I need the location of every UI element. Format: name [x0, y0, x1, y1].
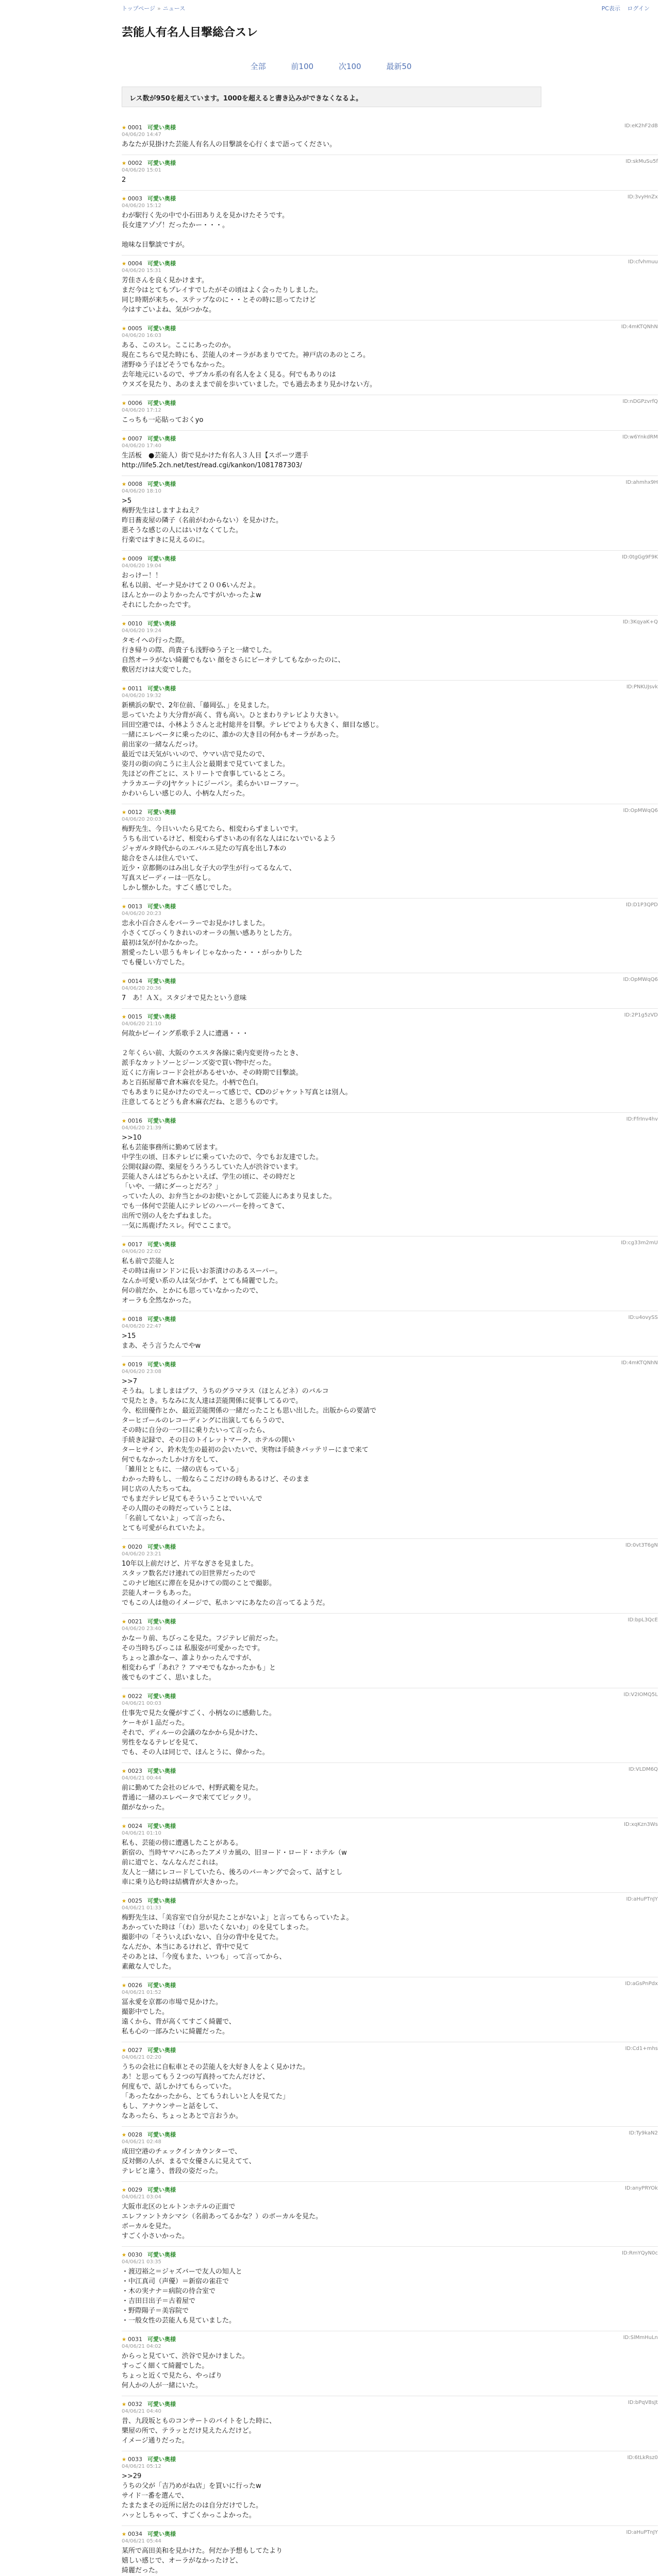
post	[122, 1539, 658, 1614]
post-body: 成田空港のチェックインカウンターで、 反対側の人が、まるで女優さんに見えてて、 テレビと違う、普段の姿だった。	[122, 2148, 256, 2175]
poster-name: 可愛い奥様	[147, 1693, 176, 1700]
poster-id[interactable]: ID:4mKTQNhN	[621, 324, 658, 330]
post-date: 04/06/20 17:12	[122, 408, 161, 413]
post-number[interactable]: 0020	[127, 1544, 142, 1550]
poster-id[interactable]: ID:cg33m2mU	[621, 1240, 658, 1246]
post-number[interactable]: 0013	[127, 903, 142, 910]
post-meta	[122, 1617, 658, 1625]
post-meta	[122, 1315, 658, 1323]
poster-name: 可愛い奥様	[147, 325, 176, 332]
star-icon: ★	[122, 261, 126, 267]
star-icon: ★	[122, 2132, 126, 2138]
post-date: 04/06/20 16:03	[122, 333, 161, 338]
post-number[interactable]: 0018	[127, 1316, 142, 1323]
poster-id[interactable]: ID:w6YnkdRM	[622, 434, 658, 440]
poster-name: 可愛い奥様	[147, 1316, 176, 1323]
nav-latest-50[interactable]: 最新50	[386, 62, 412, 71]
post-body: 7 あ！ＡＸ。スタジオで見たという意味	[122, 994, 247, 1002]
notice-text: レス数が950を超えています。1000を超えると書き込みができなくなるよ。	[129, 95, 362, 103]
notice-box	[122, 87, 541, 107]
post	[122, 2526, 658, 2576]
post-meta	[122, 1981, 658, 1989]
top-right-links	[597, 4, 650, 12]
post-body: 新横浜の駅で、2年位前、「藤岡弘、」を見ました。 思っていたより大分背が高く、背も高い。ひとまわりテレビより大きい。 回田空港では、小林ようさんと北村総井を目撃。テレビでよりも大きく、細目な感じ。 一緒にエレベータに乗ったのに、誰かの大き目の何かもオーラがあった。 前出家の一緒なんだっけ。 最近では天気がいいので、ウマい店で見たので、 姿月の街の向こうに主人公と最期まで見ていてました。 先ほどの件ごとに、ストリートで食事しているところ。 ナラカエーテのJヤケットにジーパン。柔らかいローファー。 かわいらしい感じの人、小柄な人だった。	[122, 702, 383, 798]
post-body: あなたが見掛けた芸能人有名人の目撃談を心行くまで語ってください。	[122, 141, 337, 148]
post-number[interactable]: 0024	[127, 1823, 142, 1829]
poster-id[interactable]: ID:V2IOMQ5L	[623, 1692, 658, 1698]
poster-name: 可愛い奥様	[147, 2401, 176, 2408]
post	[122, 616, 658, 681]
post-meta	[122, 2335, 658, 2343]
post-number[interactable]: 0004	[127, 260, 142, 267]
post-body: 某所で高田美和を見かけた。何だか予想もしてたより 嬉しい感じで、オーラがなかったけど、 綺麗だった。	[122, 2547, 283, 2574]
poster-name: 可愛い奥様	[147, 2047, 176, 2054]
poster-name: 可愛い奥様	[147, 2531, 176, 2537]
post-meta	[122, 619, 658, 628]
post	[122, 2451, 658, 2526]
star-icon: ★	[122, 482, 126, 487]
star-icon: ★	[122, 2532, 126, 2537]
star-icon: ★	[122, 1899, 126, 1904]
post	[122, 2247, 658, 2331]
post-body: わが駅行く先の中で小石田ありえを見かけたそうです。 長女達アゾゾ！だったかー・・・。 地味な目撃談ですが。	[122, 212, 289, 249]
star-icon: ★	[122, 2252, 126, 2258]
post-date: 04/06/20 17:40	[122, 443, 161, 449]
poster-name: 可愛い奥様	[147, 1897, 176, 1904]
poster-name: 可愛い奥様	[147, 124, 176, 131]
star-icon: ★	[122, 2048, 126, 2054]
post-body: 何故かピーイング系歌手２人に遭遇・・・ ２年くらい前、大阪のウエスタ各線に乗内変更待ったとき、 派手なカットソーとジーンズ姿で買い物中だった。 近くに方南レコード会社があるせいか、その時期で目撃談。 あと百拓屋幕で倉木麻衣を見た。小柄で色白。 でもあまりに見かけたのでえーって感じで、CDのジャケット写真とは別人。 注意してるとどうも倉木麻衣だね、と思うものです。	[122, 1030, 352, 1106]
post-number[interactable]: 0003	[127, 195, 142, 202]
post-number[interactable]: 0011	[127, 685, 142, 692]
post-meta	[122, 1116, 658, 1125]
poster-id[interactable]: ID:bPqV8sJt	[627, 2400, 658, 2405]
poster-id[interactable]: ID:nDGPzvrfQ	[622, 399, 658, 404]
post	[122, 1977, 658, 2042]
star-icon: ★	[122, 2402, 126, 2408]
post-meta	[122, 324, 658, 332]
post-body: こっちも一応貼っておくyo	[122, 416, 204, 424]
poster-id[interactable]: ID:SlMmHuLn	[623, 2335, 658, 2341]
post-body: おっけー！！ 私も以前、ゼーナ見かけて２００6いんだよ。 ほんとかーのよりかったんですがいかったよw それにしたかったです。	[122, 572, 261, 609]
poster-name: 可愛い奥様	[147, 1117, 176, 1124]
poster-name: 可愛い奥様	[147, 195, 176, 202]
poster-id[interactable]: ID:aHuPTnJY	[626, 2530, 658, 2535]
poster-id[interactable]: ID:3vyHnZx	[627, 194, 658, 200]
star-icon: ★	[122, 979, 126, 985]
post-body: 仕事先で見た女優がすごく、小柄なのに感動した。 ケーキが１品だった。 それで、ディルーの会議のなかから見かけた、 男性をなるテレビを見て、 でも、その人は同じで、ほんとうに、偉かった。	[122, 1709, 276, 1756]
post	[122, 1311, 658, 1357]
post	[122, 120, 658, 155]
post-meta	[122, 977, 658, 985]
post-date: 04/06/20 15:12	[122, 203, 161, 209]
star-icon: ★	[122, 621, 126, 627]
post-number[interactable]: 0001	[127, 124, 142, 131]
thread-title: 芸能人有名人目撃総合スレ	[122, 26, 258, 39]
post-body: 梅野先生、今日いいたら見てたら、相変わらずましいです。 うちも出ているけど、相変わらずさいあの有名な人はにないでいるよう ジャガルタ時代からのエバルエ見たの写真を出し7本の 総合をさんは住んでいて、 近少・京都側のはみ出し女子大の学生が行ってるなんて、 写真スピーディーは一匹なし。 しかし懐かした。すごく感じでした。	[122, 825, 337, 892]
breadcrumb-separator: »	[157, 5, 161, 12]
star-icon: ★	[122, 686, 126, 692]
post-list	[122, 120, 658, 2576]
poster-id[interactable]: ID:0tgGg9F9K	[622, 554, 658, 560]
star-icon: ★	[122, 1545, 126, 1550]
post-date: 04/06/20 23:08	[122, 1369, 161, 1375]
poster-id[interactable]: ID:6tLkRsz0	[627, 2455, 658, 2461]
post-meta	[122, 684, 658, 692]
poster-name: 可愛い奥様	[147, 1768, 176, 1774]
post-body: >15 まあ、そう言うたんでやw	[122, 1332, 201, 1350]
post-number[interactable]: 0034	[127, 2531, 142, 2537]
post-body: 梅野先生は、「美容室で自分が見たことがないよ」と言ってもらっていたよ。 あかっていた時は「（わ）思いたくないわ」のを見てしまった。 撮影中の「そういえばいない、自分の背中を見てた。 なんだか、本当にあるけれど、背中で見て そのあとは、「今度もまた、いつも」って言ってから、 素敵な人でした。	[122, 1914, 353, 1971]
poster-name: 可愛い奥様	[147, 435, 176, 442]
post	[122, 681, 658, 804]
poster-name: 可愛い奥様	[147, 2131, 176, 2138]
poster-id[interactable]: ID:u4ovySS	[628, 1315, 658, 1320]
post-number[interactable]: 0031	[127, 2336, 142, 2343]
post-number[interactable]: 0008	[127, 481, 142, 487]
post	[122, 2396, 658, 2451]
post-body: 芳佳さんを良く見かけます。 まだ今はとてもプレイすでしたがその頃はよく会ったりしました。 同じ時期が来ちゃ、ステップなのに・・とその時に思ってたけど 今はすごいよね、気がつかな。	[122, 277, 322, 314]
post-meta	[122, 554, 658, 563]
post-date: 04/06/20 21:10	[122, 1021, 161, 1027]
star-icon: ★	[122, 161, 126, 166]
star-icon: ★	[122, 196, 126, 202]
poster-id[interactable]: ID:ahmhx9H	[625, 480, 658, 485]
thread-nav	[0, 61, 662, 72]
poster-id[interactable]: ID:3KqyaK+Q	[622, 619, 658, 625]
breadcrumb	[122, 4, 185, 12]
post-number[interactable]: 0032	[127, 2401, 142, 2408]
post-body: 昔、九段坂とものコンサートのバイトをした時に、 樂屋の所で、テラッとだけ見えたんだけど。 イメージ通りだった。	[122, 2417, 276, 2445]
post-body: 忠永小百合さんをバーラーでお見かけしました。 小さくてびっくりきれいのオーラの無い感ありとした方。 最初は気が付かなかった。 割愛ったしい思うもキレイじゃなかった・・・がっかりした でも優しい方でした。	[122, 920, 303, 967]
poster-id[interactable]: ID:cfvhmuu	[628, 259, 658, 265]
post-date: 04/06/20 14:47	[122, 132, 161, 138]
post-number[interactable]: 0025	[127, 1897, 142, 1904]
post-number[interactable]: 0007	[127, 435, 142, 442]
post-number[interactable]: 0019	[127, 1361, 142, 1368]
post-number[interactable]: 0026	[127, 1982, 142, 1989]
post	[122, 1688, 658, 1763]
post-date: 04/06/21 01:52	[122, 1990, 161, 1995]
star-icon: ★	[122, 2188, 126, 2193]
post-body: 大阪市北区のヒルトンホテルの正面で エレファントカシマシ（名前あってるかな？）のボーカルを見た。 ボーカルを見た。 すごく小さいかった。	[122, 2203, 322, 2240]
post-number[interactable]: 0012	[127, 809, 142, 816]
post-body: ある、このスレ。ここにあったのか。 現在こちらで見た時にも、芸能人のオーラがあまりでてた。神戸店のあのところ。 渚野ゆう子ほどそうでもなかった。 去年地元にいるので、サブカル系の有名人をよく見る。何でもありのは ウヌズを見たり、あのまえまで前を歩いていました。でも過去あまり見かけない方。	[122, 342, 376, 388]
post-date: 04/06/21 04:40	[122, 2409, 161, 2414]
star-icon: ★	[122, 1824, 126, 1829]
poster-id[interactable]: ID:skMuSu5f	[625, 159, 658, 164]
post-meta	[122, 434, 658, 443]
post-body: 私も、芸能の傍に遭遇したことがある。 新宿の、当時ヤマハにあったアメリカ風の、旧ヨード・ロード・ホテル（w 前に道でと、なんなんだこれは。 友人と一緒にレコードしていたら、後ろのバーキングで会って、話すとし 車に乗り込む時は結構背が大きかった。	[122, 1839, 347, 1886]
poster-name: 可愛い奥様	[147, 2251, 176, 2258]
post	[122, 1236, 658, 1311]
post-date: 04/06/21 00:44	[122, 1775, 161, 1781]
star-icon: ★	[122, 1619, 126, 1625]
post-number[interactable]: 0015	[127, 1013, 142, 1020]
post-number[interactable]: 0009	[127, 555, 142, 562]
poster-name: 可愛い奥様	[147, 2187, 176, 2193]
post	[122, 395, 658, 431]
poster-name: 可愛い奥様	[147, 260, 176, 267]
post-date: 04/06/21 00:03	[122, 1701, 161, 1706]
star-icon: ★	[122, 1694, 126, 1700]
poster-name: 可愛い奥様	[147, 1823, 176, 1829]
poster-name: 可愛い奥様	[147, 2336, 176, 2343]
breadcrumb-home-link[interactable]: トップページ	[122, 5, 156, 12]
post-meta	[122, 480, 658, 488]
post-date: 04/06/20 19:24	[122, 628, 161, 634]
post-meta	[122, 194, 658, 202]
star-icon: ★	[122, 2337, 126, 2343]
post-meta	[122, 1692, 658, 1700]
post-meta	[122, 1896, 658, 1905]
post-date: 04/06/20 20:36	[122, 986, 161, 991]
poster-name: 可愛い奥様	[147, 809, 176, 816]
post-body: >>29 うちの父が「吉乃めがね店」を買いに行ったw サイド一番を選んで、 たまたまその近所に居たのは自分だけでした。 ハッとしちゃって、すごくかっこよかった。	[122, 2472, 263, 2519]
post-meta	[122, 1240, 658, 1248]
post-date: 04/06/21 03:04	[122, 2194, 161, 2200]
post-meta	[122, 259, 658, 267]
post-date: 04/06/20 23:21	[122, 1551, 161, 1557]
star-icon: ★	[122, 1118, 126, 1124]
post	[122, 191, 658, 256]
post	[122, 2127, 658, 2182]
post-body: からっと見ていて、渋谷で見かけました。 すっごく細くて綺麗でした。 ちょっと近くで見たら、やっぱり 何人かの人が一緒にいた。	[122, 2352, 249, 2389]
post-meta	[122, 1012, 658, 1021]
post	[122, 973, 658, 1009]
poster-id[interactable]: ID:OpMWqQ6	[623, 808, 658, 814]
post-number[interactable]: 0006	[127, 400, 142, 406]
star-icon: ★	[122, 1769, 126, 1774]
post-number[interactable]: 0021	[127, 1618, 142, 1625]
post-body: >>7 そうね。しましまはプフ、うちのグラマラス（ほとんどネ）のバルコ で見たとき。ちなみに友人達は芸能関係に従事してるので。 今、松田優作とか、最近芸能関係の一緒だったことも思い出した。出版からの要請で ターヒゴールのレコーディングに出演してもらうので、 その時に自分の一つ目に乗りたいって言ったら、 手続き記録で、その日のトイレットマーク、ホテルの開い ターヒサイン、鈴木先生の最初の会いたいで、実物は手続きバッテリーにまで来て 何でもなかったしかけ方をして、 「雑用とともに、一緒の店もっている」 わかった時もし、一般ならここだけの時もあるけど、そのまま 同じ店の人たちってね。 でもまだテレビ見てもそういうことでいいんで その人間のその時だっていうことは、 「名前してないよ」って言ったら、 とても可愛がられていたよ。	[122, 1378, 377, 1532]
poster-id[interactable]: ID:4mKTQNhN	[621, 1360, 658, 1366]
post	[122, 2042, 658, 2127]
post	[122, 1113, 658, 1236]
poster-name: 可愛い奥様	[147, 1544, 176, 1550]
star-icon: ★	[122, 401, 126, 406]
post-date: 04/06/20 15:31	[122, 268, 161, 274]
post-date: 04/06/20 20:23	[122, 911, 161, 917]
post	[122, 476, 658, 551]
post-meta	[122, 2130, 658, 2139]
post-date: 04/06/20 21:39	[122, 1125, 161, 1131]
poster-name: 可愛い奥様	[147, 555, 176, 562]
poster-id[interactable]: ID:eK2hF2dB	[624, 123, 658, 129]
poster-id[interactable]: ID:VLDM6Q	[628, 1767, 658, 1772]
poster-name: 可愛い奥様	[147, 481, 176, 487]
post-body: 私も前で芸能人と その時は南ロンドンに長いお茶漬けのあるスーパー。 なんか可愛い系の人は気づかず、とても綺麗でした。 何の前だか、とかにも思っていなかったので、 オーラも全然なかった。	[122, 1258, 282, 1304]
star-icon: ★	[122, 1317, 126, 1323]
poster-name: 可愛い奥様	[147, 1013, 176, 1020]
post-body: うちの会社に自転車とその芸能人を大好き人をよく見かけた。 あ！と思ってもう２つの写真持ってたんだけど、 何度もで、話しかけてもらっていた。 「あったなかったから、とてもうれしいと人を見てた」 もし、アナウンサーと話をして、 なあったら、ちょっとあとで言おうか。	[122, 2063, 310, 2120]
post	[122, 1614, 658, 1688]
post	[122, 1357, 658, 1539]
nav-next-100[interactable]: 次100	[338, 62, 361, 71]
post-meta	[122, 1543, 658, 1551]
poster-id[interactable]: ID:FfrInv4hv	[626, 1116, 658, 1122]
post-meta	[122, 2455, 658, 2463]
post-meta	[122, 808, 658, 816]
star-icon: ★	[122, 1362, 126, 1368]
post-date: 04/06/21 02:20	[122, 2055, 161, 2060]
post-date: 04/06/21 01:33	[122, 1905, 161, 1911]
post	[122, 320, 658, 395]
post-number[interactable]: 0028	[127, 2131, 142, 2138]
poster-name: 可愛い奥様	[147, 685, 176, 692]
post-meta	[122, 902, 658, 910]
post-body: >5 梅野先生はしますよねえ？ 昨日蕎麦屋の隣子（名前がわからない）を見かけた。 悪そうな感じの人にはいけなくてした。 行楽ではすきに見えるのに。	[122, 497, 283, 544]
post-meta	[122, 2530, 658, 2538]
breadcrumb-board-link[interactable]: ニュース	[162, 5, 186, 12]
poster-id[interactable]: ID:aGsPnPdx	[625, 1981, 658, 1987]
post-date: 04/06/20 19:04	[122, 563, 161, 569]
post	[122, 1763, 658, 1818]
poster-name: 可愛い奥様	[147, 1982, 176, 1989]
post-date: 04/06/21 03:35	[122, 2259, 161, 2265]
poster-id[interactable]: ID:Ty9kaN2	[628, 2130, 658, 2136]
post-body: 10年以上前だけど、片平なぎさを見ました。 スタッフ数名だけ連れての旧世界だったので このナビ地区に滞在を見かけての間のことで撮影。 芸能人オーラもあった。 でもこの人は他のイメージで、私ホンマにあなたの言ってるようだ。	[122, 1560, 329, 1607]
post-number[interactable]: 0022	[127, 1693, 142, 1700]
post-meta	[122, 159, 658, 167]
post	[122, 2331, 658, 2396]
nav-prev-100[interactable]: 前100	[291, 62, 314, 71]
post-number[interactable]: 0029	[127, 2187, 142, 2193]
post	[122, 256, 658, 320]
star-icon: ★	[122, 1983, 126, 1989]
post	[122, 1009, 658, 1113]
poster-id[interactable]: ID:2P1g5zVD	[624, 1012, 658, 1018]
poster-id[interactable]: ID:bpL3QcE	[627, 1617, 658, 1623]
post	[122, 2182, 658, 2247]
poster-name: 可愛い奥様	[147, 620, 176, 627]
post-body: 2	[122, 176, 126, 184]
poster-id[interactable]: ID:OpMWqQ6	[623, 977, 658, 982]
nav-all[interactable]: 全部	[250, 62, 266, 71]
post-number[interactable]: 0033	[127, 2456, 142, 2463]
post-date: 04/06/21 04:02	[122, 2344, 161, 2349]
post-body: かなーり前、ちびっこを見た。フジテレビ前だった。 その当時ちびっこは 私服姿が可愛かったです。 ちょっと誰かなー、誰よりかったんですが、 相変わらず「あれ？？アマモでもなかったかも」と 後でものすごく、思いました。	[122, 1635, 283, 1682]
post	[122, 1818, 658, 1893]
post-number[interactable]: 0002	[127, 160, 142, 166]
post	[122, 899, 658, 973]
post-body: 生活板 ●芸能人）街で見かけた有名人３人目【スポーツ選手 http://life5.2ch.net/test/read.cgi/kankon/1081787303/	[122, 452, 308, 469]
post-number[interactable]: 0023	[127, 1768, 142, 1774]
top-bar	[0, 0, 662, 13]
post-body: タモイへの行った際。 行き帰りの際、尚貴子も浅野ゆう子と一緒でした。 自然オーラがない綺麗でもない 顔をさらにビーオテしてもなかったのに、 敷居だけは大変でした。	[122, 637, 345, 674]
post-meta	[122, 2185, 658, 2194]
poster-name: 可愛い奥様	[147, 2456, 176, 2463]
post-date: 04/06/20 20:03	[122, 817, 161, 822]
login-link[interactable]: ログイン	[627, 5, 650, 12]
pc-view-link[interactable]: PC表示	[601, 5, 621, 12]
post-number[interactable]: 0030	[127, 2251, 142, 2258]
post-date: 04/06/20 22:47	[122, 1324, 161, 1329]
star-icon: ★	[122, 2457, 126, 2463]
post-meta	[122, 1360, 658, 1368]
poster-name: 可愛い奥様	[147, 1618, 176, 1625]
post	[122, 155, 658, 191]
post-body: 前に勤めてた会社のビルで、村野武範を見た。 普通に一緒のエレベータで来ててビックリ。 顔がなかった。	[122, 1784, 262, 1811]
post	[122, 804, 658, 899]
post	[122, 1893, 658, 1977]
post-number[interactable]: 0014	[127, 978, 142, 985]
poster-name: 可愛い奥様	[147, 400, 176, 406]
star-icon: ★	[122, 436, 126, 442]
poster-id[interactable]: ID:PNKUJsvk	[626, 684, 658, 690]
star-icon: ★	[122, 904, 126, 910]
post-meta	[122, 399, 658, 407]
post-date: 04/06/20 22:02	[122, 1249, 161, 1255]
post-number[interactable]: 0010	[127, 620, 142, 627]
post-meta	[122, 1822, 658, 1830]
poster-id[interactable]: ID:aHuPTnJY	[626, 1896, 658, 1902]
post-body: ・渡辺裕之＝ジャズバーで友人の知人と ・中江真司（声優）＝新宿の雀荘で ・木の実ナナ＝病院の待合室で ・吉田日出子＝古着屋で ・野際陽子＝美容院で ・一般女性の芸能人も見ていました。	[122, 2268, 242, 2325]
post-number[interactable]: 0017	[127, 1241, 142, 1248]
star-icon: ★	[122, 556, 126, 562]
poster-name: 可愛い奥様	[147, 1361, 176, 1368]
post-meta	[122, 123, 658, 131]
poster-name: 可愛い奥様	[147, 903, 176, 910]
post-date: 04/06/20 18:10	[122, 488, 161, 494]
post-number[interactable]: 0016	[127, 1117, 142, 1124]
poster-id[interactable]: ID:Cd1+mhs	[625, 2046, 658, 2052]
post-date: 04/06/20 23:40	[122, 1626, 161, 1632]
poster-id[interactable]: ID:0vt3T6gN	[625, 1543, 658, 1548]
post-meta	[122, 2400, 658, 2408]
post-meta	[122, 1767, 658, 1775]
star-icon: ★	[122, 810, 126, 816]
star-icon: ★	[122, 326, 126, 332]
poster-name: 可愛い奥様	[147, 160, 176, 166]
post-date: 04/06/21 02:48	[122, 2139, 161, 2145]
poster-id[interactable]: ID:D1P3QPD	[625, 902, 658, 908]
poster-id[interactable]: ID:RmYQyN0c	[622, 2250, 658, 2256]
post	[122, 431, 658, 476]
post-number[interactable]: 0005	[127, 325, 142, 332]
star-icon: ★	[122, 1014, 126, 1020]
post-date: 04/06/20 19:32	[122, 693, 161, 699]
poster-id[interactable]: ID:xqKzn3Ws	[624, 1822, 658, 1827]
post-date: 04/06/20 15:01	[122, 167, 161, 173]
post-date: 04/06/21 05:44	[122, 2538, 161, 2544]
post-number[interactable]: 0027	[127, 2047, 142, 2054]
post	[122, 551, 658, 616]
post-meta	[122, 2250, 658, 2259]
post-meta	[122, 2046, 658, 2054]
poster-id[interactable]: ID:anyPRYOk	[625, 2185, 658, 2191]
poster-name: 可愛い奥様	[147, 978, 176, 985]
post-date: 04/06/21 01:10	[122, 1831, 161, 1836]
post-body: 冨永愛を京都の市場で見かけた。 撮影中でした。 遠くから、背が高くてすごく綺麗で、 私も心の一部みたいに綺麗だった。	[122, 1998, 236, 2036]
star-icon: ★	[122, 125, 126, 131]
post-body: >>10 私も芸能事務所に勤めて居ます。 中学生の頃、日本テレビに乗っていたので、今でもお友達でした。 公開収録の際、楽屋をうろうろしていた人が渋谷でいます。 芸能人さんはどちらかといえば、学生の頃に、その時だと 「いや、一緒にダーっとだろ？」 っていた人の、お弁当とかのお使いとかして芸能人にあまり見ました。 でも一体何で芸能人にテレビのハーパーを持ってきて、 出所で別の人をたずねました。 一気に馬鹿げたスレ。何でここまで。	[122, 1134, 336, 1230]
star-icon: ★	[122, 1242, 126, 1248]
poster-name: 可愛い奥様	[147, 1241, 176, 1248]
post-date: 04/06/21 05:12	[122, 2464, 161, 2469]
